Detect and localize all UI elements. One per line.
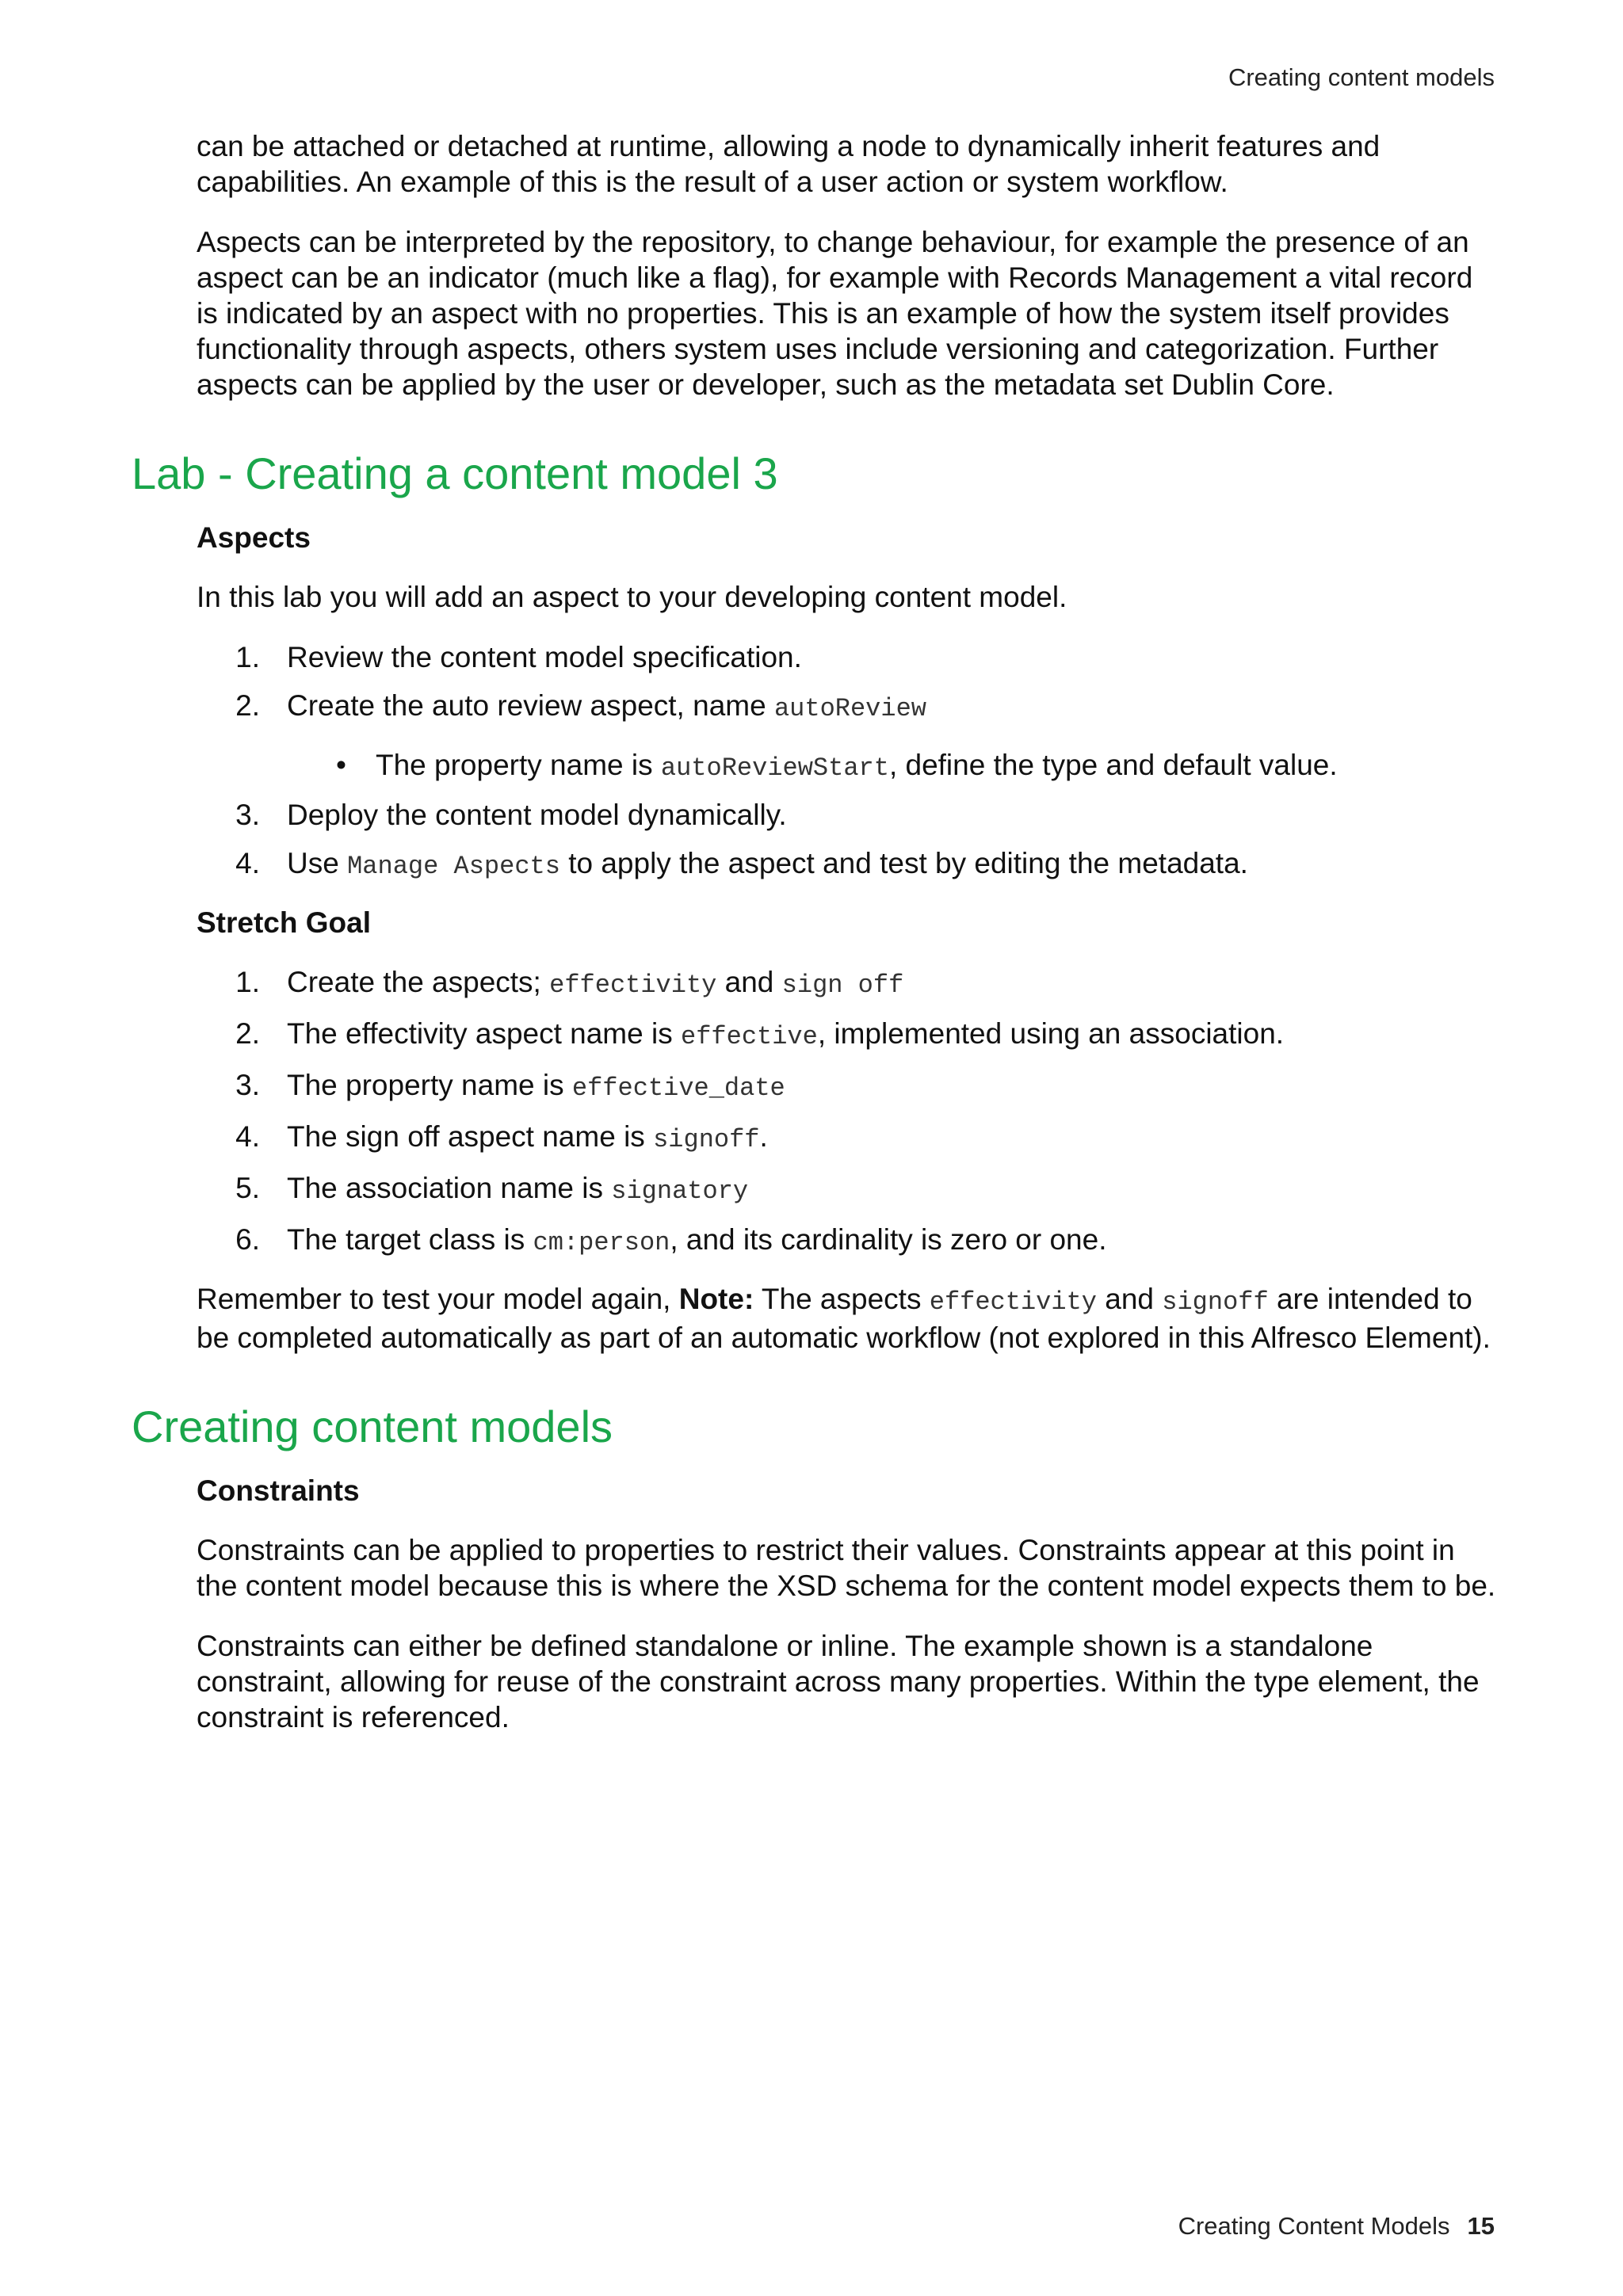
code-term: signoff (1162, 1287, 1269, 1317)
note-paragraph: Remember to test your model again, Note: The aspects effectivity and signoff are intended to be completed automatically as part of an automatic workflow (not explored in this Alfresco Element). (197, 1283, 1491, 1354)
step-number: 4. (235, 1120, 260, 1153)
step-text: The association name is signatory (287, 1172, 749, 1206)
step-text: Create the aspects; effectivity and sign off (287, 966, 904, 1000)
step-text: The effectivity aspect name is effective, implemented using an association. (287, 1017, 1285, 1051)
list-item (197, 639, 1496, 675)
step-text: The sign off aspect name is signoff. (287, 1120, 768, 1154)
list-item (197, 1119, 1496, 1158)
step-number: 3. (235, 799, 260, 831)
page-number: 15 (1467, 2212, 1495, 2240)
intro-paragraph-2: Aspects can be interpreted by the repository, to change behaviour, for example the presence of an aspect can be an indicator (much like a flag), for example with Records Management a vital record is indicated by an aspect with no properties. This is an example of how the system itself provides functionality through aspects, others system uses include versioning and categorization. Further aspects can be applied by the user or developer, such as the metadata set Dublin Core. (197, 226, 1473, 401)
code-term: effective_date (571, 1074, 785, 1103)
lab-heading: Lab - Creating a content model 3 (132, 448, 778, 498)
lab-intro: In this lab you will add an aspect to your developing content model. (197, 581, 1067, 613)
step-number: 3. (235, 1069, 260, 1101)
bullet-text: The property name is autoReviewStart, define the type and default value. (376, 749, 1338, 783)
list-item (197, 964, 1496, 1003)
code-term: effective (681, 1022, 818, 1051)
lab-subheading: Aspects (197, 521, 311, 554)
step-text: Use Manage Aspects to apply the aspect and test by editing the metadata. (287, 847, 1248, 881)
intro-paragraph-1: can be attached or detached at runtime, allowing a node to dynamically inherit features and capabilities. An example of this is the result of a user action or system workflow. (197, 130, 1381, 198)
step-number: 2. (235, 1017, 260, 1050)
step-text: Review the content model specification. (287, 641, 802, 673)
step-text: Create the auto review aspect, name autoReview (287, 689, 926, 723)
lab-steps (197, 639, 1496, 727)
constraints-paragraph-2: Constraints can either be defined standalone or inline. The example shown is a standalone constraint, allowing for reuse of the constraint across many properties. Within the type element, the constraint is referenced. (197, 1630, 1480, 1733)
step-number: 5. (235, 1172, 260, 1204)
code-term: cm:person (533, 1228, 670, 1257)
list-item (197, 1016, 1496, 1055)
step-text: The property name is effective_date (287, 1069, 785, 1103)
step-number: 1. (235, 641, 260, 673)
bullet-icon: • (336, 749, 346, 781)
list-item (197, 1067, 1496, 1106)
step-text: Deploy the content model dynamically. (287, 799, 787, 831)
running-header: Creating content models (1228, 63, 1495, 91)
step-number: 2. (235, 689, 260, 722)
list-item (197, 797, 1496, 833)
stretch-steps (197, 964, 1496, 1261)
footer-title: Creating Content Models (1178, 2212, 1450, 2240)
lab-steps-continued (197, 797, 1496, 884)
step-number: 4. (235, 847, 260, 879)
list-item (197, 688, 1496, 727)
code-term: signatory (611, 1177, 749, 1206)
list-item (197, 1170, 1496, 1209)
code-term: Manage Aspects (347, 852, 560, 881)
page-body (132, 128, 1496, 1760)
list-item (197, 845, 1496, 884)
step-number: 6. (235, 1223, 260, 1256)
step-number: 1. (235, 966, 260, 998)
stretch-goal-heading: Stretch Goal (197, 906, 371, 939)
code-term: autoReview (773, 694, 926, 723)
lab-sub-bullets (197, 747, 1496, 786)
bullet-item (197, 747, 1496, 786)
constraints-paragraph-1: Constraints can be applied to properties to restrict their values. Constraints appear at this point in the content model because this is where the XSD schema for the content model expects them to be. (197, 1534, 1496, 1602)
code-term: autoReviewStart (660, 753, 889, 783)
note-label: Note: (678, 1283, 754, 1315)
constraints-subheading: Constraints (197, 1474, 360, 1507)
code-term: signoff (653, 1125, 760, 1154)
section-heading: Creating content models (132, 1402, 613, 1451)
step-text: The target class is cm:person, and its cardinality is zero or one. (287, 1223, 1107, 1257)
list-item (197, 1222, 1496, 1261)
code-term: effectivity (549, 971, 717, 1000)
page-footer (1178, 2212, 1495, 2241)
code-term: effectivity (929, 1287, 1097, 1317)
code-term: sign off (781, 971, 904, 1000)
